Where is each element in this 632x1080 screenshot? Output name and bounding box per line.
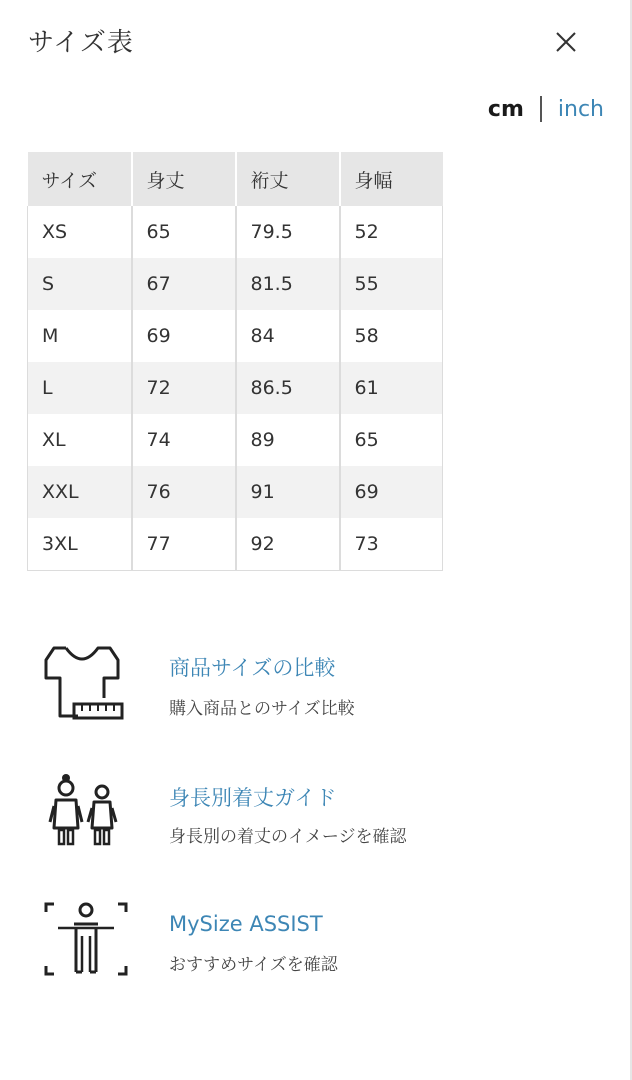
table-row [28,310,443,362]
table-cell: 3XL [28,518,132,571]
unit-divider [540,96,542,122]
close-icon [552,28,580,56]
height-length-guide-link[interactable] [44,770,604,870]
table-cell: L [28,362,132,414]
table-cell: 86.5 [236,362,340,414]
header-cell-sleeve: 裄丈 [236,152,340,206]
two-people-icon [44,770,128,854]
feature-subtitle: おすすめサイズを確認 [169,955,338,975]
feature-subtitle: 身長別の着丈のイメージを確認 [169,827,407,847]
unit-toggle [488,96,604,122]
table-cell: 69 [340,466,443,518]
table-cell: 61 [340,362,443,414]
table-cell: 84 [236,310,340,362]
table-row [28,414,443,466]
size-table [27,152,443,571]
table-cell: 89 [236,414,340,466]
feature-title: 身長別着丈ガイド [169,786,337,810]
table-row [28,518,443,571]
table-cell: 55 [340,258,443,310]
table-cell: 81.5 [236,258,340,310]
table-cell: 74 [132,414,236,466]
close-button[interactable] [552,28,580,56]
table-cell: 77 [132,518,236,571]
table-cell: XS [28,206,132,258]
table-cell: XXL [28,466,132,518]
table-cell: 79.5 [236,206,340,258]
unit-inch-button[interactable]: inch [557,96,604,122]
feature-subtitle: 購入商品とのサイズ比較 [169,699,355,719]
product-size-compare-link[interactable] [44,640,604,740]
page-title: サイズ表 [28,28,134,58]
table-row [28,258,443,310]
table-cell: 91 [236,466,340,518]
header-cell-length: 身丈 [132,152,236,206]
tshirt-measure-icon [44,640,128,724]
table-cell: 58 [340,310,443,362]
table-cell: 67 [132,258,236,310]
feature-title: 商品サイズの比較 [169,656,336,680]
table-cell: XL [28,414,132,466]
table-header-row [28,152,443,206]
table-cell: 76 [132,466,236,518]
body-scan-icon [44,900,128,984]
table-cell: 65 [132,206,236,258]
table-cell: 52 [340,206,443,258]
table-cell: 73 [340,518,443,571]
table-row [28,206,443,258]
table-cell: 65 [340,414,443,466]
table-row [28,362,443,414]
table-cell: 72 [132,362,236,414]
header-cell-size: サイズ [28,152,132,206]
header-cell-width: 身幅 [340,152,443,206]
table-row [28,466,443,518]
unit-cm-button[interactable]: cm [487,96,524,122]
table-cell: 69 [132,310,236,362]
table-cell: M [28,310,132,362]
feature-title: MySize ASSIST [169,912,323,936]
table-cell: 92 [236,518,340,571]
mysize-assist-link[interactable] [44,900,604,1000]
table-cell: S [28,258,132,310]
